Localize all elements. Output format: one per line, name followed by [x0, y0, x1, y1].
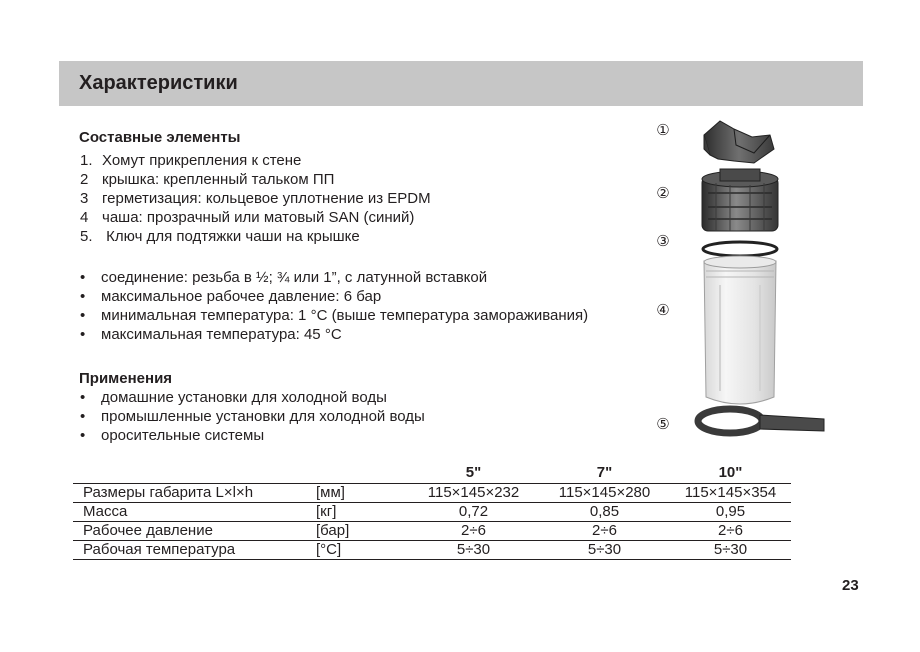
table-header-row — [73, 461, 791, 484]
list-item: 4 чаша: прозрачный или матовый SAN (синий) — [80, 209, 415, 226]
wrench-part — [698, 409, 824, 433]
components-title: Составные элементы — [79, 129, 241, 146]
row-label: Масса — [73, 503, 316, 522]
section-header-band — [59, 61, 863, 106]
specs-list — [79, 268, 588, 344]
column-header: 10" — [718, 463, 743, 481]
cell-value: 5÷30 — [670, 541, 791, 560]
cell-value: 0,72 — [408, 503, 539, 522]
components-list — [80, 151, 431, 246]
callout-5: ⑤ — [656, 416, 670, 433]
cell-value: 115×145×232 — [408, 484, 539, 503]
row-label: Рабочее давление — [73, 522, 316, 541]
row-unit: [бар] — [316, 522, 408, 541]
callout-3: ③ — [656, 233, 670, 250]
cell-value: 2÷6 — [539, 522, 670, 541]
list-item: • максимальная температура: 45 °C — [79, 325, 588, 344]
specifications-table — [73, 461, 791, 560]
table-row — [73, 484, 791, 503]
list-item: • максимальное рабочее давление: 6 бар — [79, 287, 588, 306]
list-item: 5. Ключ для подтяжки чаши на крышке — [80, 228, 360, 245]
list-item: • соединение: резьба в ½; ¾ или 1”, с латунной вставкой — [79, 268, 588, 287]
row-unit: [°C] — [316, 541, 408, 560]
cell-value: 115×145×280 — [539, 484, 670, 503]
table-row — [73, 503, 791, 522]
list-item: 3 герметизация: кольцевое уплотнение из EPDM — [80, 190, 431, 207]
callout-1: ① — [656, 122, 670, 139]
row-unit: [мм] — [316, 484, 408, 503]
bowl-part — [704, 256, 776, 404]
table-row — [73, 541, 791, 560]
cell-value: 2÷6 — [670, 522, 791, 541]
cell-value: 0,95 — [670, 503, 791, 522]
row-unit: [кг] — [316, 503, 408, 522]
page-number: 23 — [842, 577, 859, 594]
filter-parts-illustration — [690, 115, 830, 445]
cell-value: 115×145×354 — [670, 484, 791, 503]
applications-list — [79, 388, 425, 445]
callout-2: ② — [656, 185, 670, 202]
column-header: 7" — [596, 463, 613, 481]
cell-value: 0,85 — [539, 503, 670, 522]
list-item: 1. Хомут прикрепления к стене — [80, 152, 302, 169]
page-title: Характеристики — [79, 72, 238, 94]
cell-value: 2÷6 — [408, 522, 539, 541]
cap-part — [702, 169, 778, 231]
o-ring-part — [703, 242, 777, 256]
column-header: 5" — [465, 463, 482, 481]
list-item: • промышленные установки для холодной воды — [79, 407, 425, 426]
list-item: • домашние установки для холодной воды — [79, 388, 425, 407]
cell-value: 5÷30 — [539, 541, 670, 560]
wall-bracket-part — [704, 121, 774, 163]
cell-value: 5÷30 — [408, 541, 539, 560]
applications-title: Применения — [79, 370, 173, 387]
list-item: • минимальная температура: 1 °C (выше температура замораживания) — [79, 306, 588, 325]
row-label: Размеры габарита L×l×h — [73, 484, 316, 503]
row-label: Рабочая температура — [73, 541, 316, 560]
list-item: • оросительные системы — [79, 426, 425, 445]
callout-4: ④ — [656, 302, 670, 319]
list-item: 2 крышка: крепленный тальком ПП — [80, 171, 335, 188]
table-row — [73, 522, 791, 541]
